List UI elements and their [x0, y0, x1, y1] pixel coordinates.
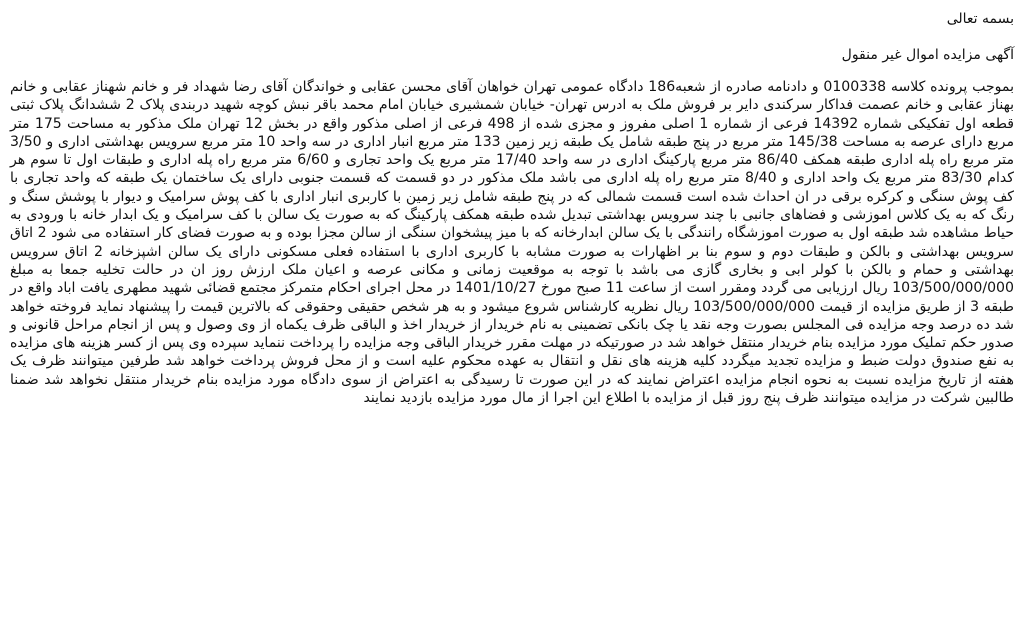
notice-title: آگهی مزایده اموال غیر منقول	[841, 47, 1014, 63]
salutation-heading: بسمه تعالی	[946, 11, 1014, 27]
notice-body-text: بموجب پرونده کلاسه 0100338 و دادنامه صادره از شعبه186 دادگاه عمومی تهران خواهان آقای محسن عقابی و خواندگان آقای رضا شهداد فر و خانم شهناز عقابی و خانم بهناز عقابی و خانم عصمت فداکار سرکندی دایر بر فروش ملک به ادرس تهران- خیابان شمشیری خیابان امام محمد باقر نبش کوچه شهید دربندی پلاک 2 ششدانگ پلاک ثبتی قطعه اول تفکیکی شماره 14392 فرعی از شماره 1 اصلی مفروز و مجزی شده از 498 فرعی از اصلی مذکور واقع در بخش 12 تهران ملک مذکور به مساحت 175 متر مربع دارای عرصه به مساحت 145/38 متر مربع در پنج طبقه شامل یک طبقه زیر زمین 133 متر مربع انبار اداری در سه واحد 10 متر مربع سرویس بهداشتی اداری و 3/50 متر مربع راه پله اداری طبقه همکف 86/40 متر مربع پارکینگ اداری در سه واحد 17/40 متر مربع یک واحد تجاری و 6/60 متر مربع راه پله اداری و طبقات اول تا سوم هر کدام 83/30 متر مربع یک واحد اداری و 8/40 متر مربع راه پله اداری می باشد ملک مذکور در دو قسمت که قسمت جنوبی دارای یک ساختمان یک طبقه که واحد تجاری با کف پوش سنگی و کرکره برقی در ان احداث شده است قسمت شمالی که در پنج طبقه شامل زیر زمین با کاربری انبار اداری با کف پوش سرامیک و دیوار با پوشش سنگ و رنگ که به یک کلاس اموزشی و فضاهای جانبی با چند سرویس بهداشتی تبدیل شده طبقه همکف پارکینگ که به صورت یک سالن با کف سرامیک و یک ابدار خانه با ورودی به حیاط مشاهده شد طبقه اول به صورت اموزشگاه رانندگی با یک سالن ابدارخانه که با میز پیشخوان سنگی از سالن مجزا بوده و به صورت فضای کار استفاده می شود 2 اتاق سرویس بهداشتی و بالکن و طبقات دوم و سوم بنا بر اظهارات به صورت مشابه با کاربری اداری با استفاده فعلی مسکونی دارای یک سالن اشپزخانه 2 اتاق سرویس بهداشتی و حمام و بالکن با کولر ابی و بخاری گازی می باشد با توجه به موقعیت زمانی و مکانی عرصه و اعیان ملک ارزش روز ان در حالت تخلیه جمعا به مبلغ 103/500/000/000 ریال ارزیابی می گردد ومقرر است از ساعت 11 صبح مورخ 1401/10/27 در محل اجرای احکام متمرکز مجتمع قضائی شهید مطهری یافت اباد واقع در طبقه 3 از طریق مزایده از قیمت 103/500/000/000 ریال نظریه کارشناس شروع میشود و به هر شخص حقیقی وحقوقی که بالاترین قیمت را پیشنهاد نماید فروخته خواهد شد ده درصد وجه مزایده فی المجلس بصورت وجه نقد یا چک بانکی تضمینی به نام خریدار از خریدار اخذ و الباقی ظرف یکماه از وی وصول و پس از انجام مراحل قانونی و صدور حکم تملیک مورد مزایده بنام خریدار منتقل خواهد شد در صورتیکه در مهلت مقرر خریدار الباقی وجه مزایده را پرداخت ننماید سپرده وی پس از کسر هزینه های مزایده به نفع صندوق دولت ضبط و مزایده تجدید میگردد کلیه هزینه های نقل و انتقال به عهده محکوم علیه است و از محل فروش پرداخت خواهد شد طرفین میتوانند ظرف یک هفته از تاریخ مزایده نسبت به نحوه انجام مزایده اعتراض نمایند که در این صورت تا رسیدگی به اعتراض از سوی دادگاه مورد مزایده بنام خریدار منتقل نخواهد شد ضمنا طالبین شرکت در مزایده میتوانند ظرف پنج روز قبل از مزایده با اطلاع این اجرا از مال مورد مزایده بازدید نمایند	[10, 79, 1015, 407]
